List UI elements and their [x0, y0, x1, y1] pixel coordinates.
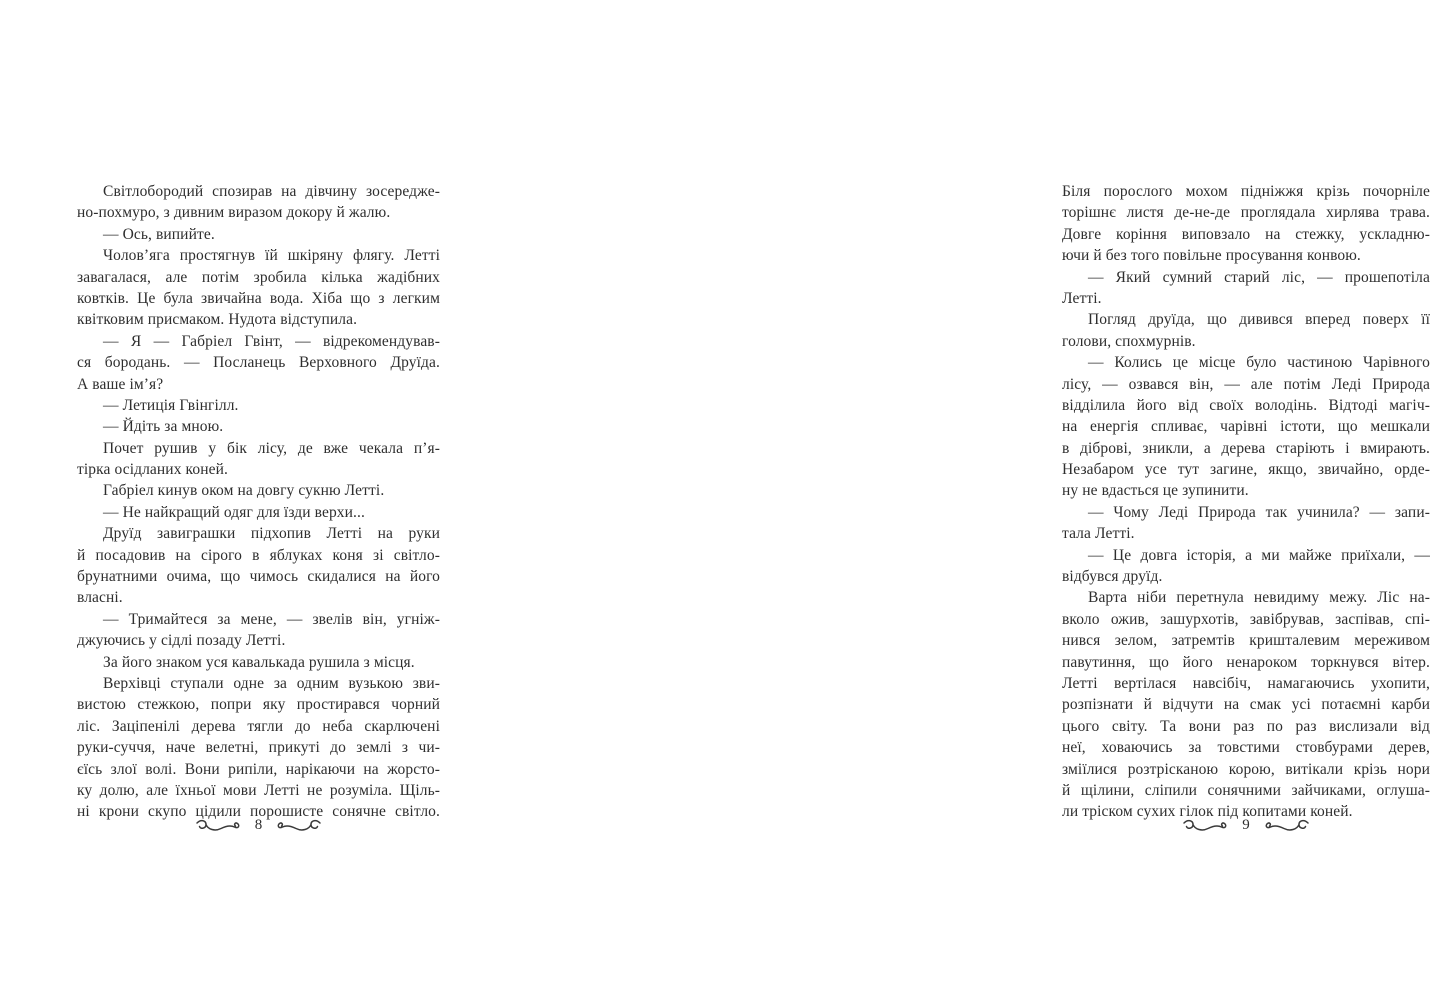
text-line: Світлобородий спозирав на дівчину зосередже-: [103, 183, 440, 200]
text-line: Друїд завиграшки підхопив Летті на руки: [103, 525, 440, 543]
flourish-right-icon: [1265, 817, 1311, 833]
text-line: ковтків. Це була звичайна вода. Хіба що з легким: [77, 289, 440, 307]
text-line: — Чому Леді Природа так учинила? — запи-: [1088, 503, 1430, 521]
text-line: руки-суччя, наче велетні, прикуті до землі з чи-: [77, 739, 440, 757]
text-line: А ваше ім’я?: [77, 375, 164, 393]
text-line: ли тріском сухих гілок під копитами коней.: [1062, 803, 1353, 821]
text-line: — Не найкращий одяг для їзди верхи...: [103, 503, 365, 521]
text-line: голови, спохмурнів.: [1062, 332, 1196, 350]
text-line: брунатними очима, що чимось скидалися на його: [77, 568, 440, 586]
text-line: но-похмуро, з дивним виразом докору й жалю.: [77, 204, 391, 222]
flourish-left-icon: [194, 817, 240, 833]
text-line: цього світу. Та вони раз по раз вислизали від: [1062, 717, 1430, 735]
text-line: За його знаком уся кавалькада рушила з місця.: [103, 653, 415, 671]
text-line: єїсь злої волі. Вони рипіли, нарікаючи на жорсто-: [77, 760, 440, 778]
text-line: — Летиція Гвінгілл.: [103, 396, 239, 414]
text-line: тала Летті.: [1062, 525, 1135, 543]
text-line: — Колись це місце було частиною Чарівного: [1088, 354, 1430, 372]
page-left: [0, 0, 500, 1000]
text-line: вистою стежкою, попри яку простирався чорний: [77, 696, 440, 714]
text-line: Верхівці ступали одне за одним вузькою зви-: [103, 674, 440, 692]
flourish-left-icon: [1181, 817, 1227, 833]
text-line: павутиння, що його ненароком торкнувся вітер.: [1062, 653, 1430, 671]
text-line: — Тримайтеся за мене, — звелів він, угніж-: [103, 610, 440, 628]
page-right-footer: [1062, 812, 1430, 838]
page-right-text: [1062, 181, 1430, 823]
text-line: — Я — Габріел Гвінт, — відрекомендував-: [103, 332, 440, 350]
page-right: [500, 0, 1430, 1000]
text-line: відбувся друїд.: [1062, 568, 1163, 586]
page-number-right: 9: [1242, 816, 1250, 833]
text-line: квітковим присмаком. Нудота відступила.: [77, 311, 358, 329]
text-line: ні крони скупо цідили порошисте сонячне світло.: [77, 803, 440, 821]
flourish-right-icon: [277, 817, 323, 833]
text-line: Летті вертілася навсібіч, намагаючись ухопити,: [1062, 674, 1430, 692]
text-line: Погляд друїда, що дивився вперед поверх її: [1088, 311, 1430, 329]
text-line: Летті.: [1062, 289, 1102, 307]
text-line: Габріел кинув оком на довгу сукню Летті.: [103, 482, 385, 500]
text-line: Почет рушив у бік лісу, де вже чекала п’я-: [103, 439, 440, 457]
text-line: відділила його від своїх володінь. Відтоді магіч-: [1062, 396, 1430, 414]
text-line: в діброві, зникли, а дерева старіють і вмирають.: [1062, 439, 1430, 457]
page-left-text: [77, 181, 440, 823]
text-line: Незабаром усе тут загине, якщо, звичайно, орде-: [1062, 461, 1430, 479]
text-line: тірка осідланих коней.: [77, 461, 228, 479]
text-line: завагалася, але потім зробила кілька жадібних: [77, 268, 440, 286]
text-line: ну не вдасться це зупинити.: [1062, 482, 1249, 500]
text-line: на енергія спливає, чарівні істоти, що мешкали: [1062, 418, 1430, 436]
page-number-left: 8: [254, 816, 263, 833]
text-line: Біля порослого мохом підніжжя крізь почорніле: [1062, 183, 1430, 200]
text-line: вколо ожив, зашурхотів, завібрував, заспівав, спі-: [1062, 610, 1430, 628]
text-line: неї, ховаючись за товстими стовбурами дерев,: [1062, 739, 1430, 757]
text-line: ліс. Заціпенілі дерева тягли до неба скарлючені: [77, 717, 440, 735]
text-line: ючи й без того повільне просування конвою.: [1062, 247, 1361, 265]
text-line: Чолов’яга простягнув їй шкіряну флягу. Летті: [103, 247, 440, 265]
text-line: Варта ніби перетнула невидиму межу. Ліс на-: [1088, 589, 1430, 607]
text-line: — Який сумний старий ліс, — прошепотіла: [1088, 268, 1430, 286]
text-line: ку долю, але їхньої мови Летті не розуміла. Щіль-: [77, 781, 440, 799]
text-line: розпізнати й відчути на смак усі потаємні карби: [1062, 696, 1430, 714]
text-line: й посадовив на сірого в яблуках коня зі світло-: [77, 546, 440, 564]
text-line: й щілини, сліпили сонячними зайчиками, оглуша-: [1062, 781, 1430, 799]
text-line: — Ось, випийте.: [103, 225, 215, 243]
text-line: нився зелом, затремтів кришталевим мереживом: [1062, 632, 1430, 650]
page-left-footer: [77, 812, 440, 838]
text-line: — Йдіть за мною.: [103, 418, 224, 436]
text-line: джуючись у сідлі позаду Летті.: [77, 632, 286, 650]
text-line: Довге коріння виповзало на стежку, ускладню-: [1062, 225, 1430, 243]
text-line: — Це довга історія, а ми майже приїхали, —: [1088, 546, 1430, 564]
text-line: торішнє листя де-не-де проглядала хирлява трава.: [1062, 204, 1430, 222]
text-line: лісу, — озвався він, — але потім Леді Природа: [1062, 375, 1430, 393]
text-line: зміїлися розтрісканою корою, витікали крізь нори: [1062, 760, 1430, 778]
text-line: власні.: [77, 589, 123, 607]
text-line: ся бородань. — Посланець Верховного Друїда.: [77, 354, 440, 372]
